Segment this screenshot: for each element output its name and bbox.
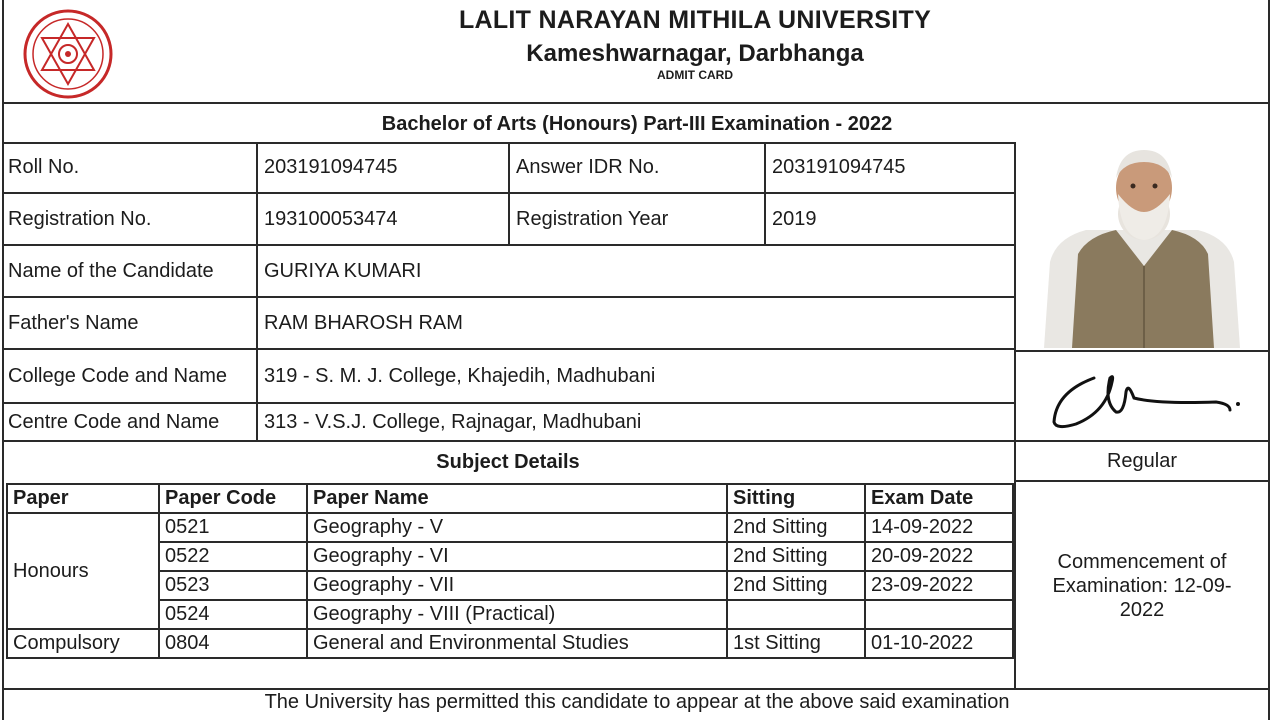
father-name-value: RAM BHAROSH RAM (258, 298, 1016, 350)
subject-table (6, 483, 1014, 659)
college-value: 319 - S. M. J. College, Khajedih, Madhubani (258, 350, 1016, 404)
university-place: Kameshwarnagar, Darbhanga (526, 40, 864, 67)
subject-details-heading: Subject Details (2, 442, 1016, 482)
table-cell-date: 14-09-2022 (866, 514, 1012, 543)
column-header-date: Exam Date (866, 485, 1012, 514)
paper-group-compulsory: Compulsory (8, 630, 160, 657)
admit-card-header (0, 0, 1268, 102)
registration-year-value: 2019 (766, 194, 1016, 246)
exam-category: Regular (1016, 442, 1268, 482)
column-header-code: Paper Code (160, 485, 308, 514)
registration-label: Registration No. (2, 194, 258, 246)
candidate-photo (1016, 142, 1268, 352)
table-cell-code: 0524 (160, 601, 308, 630)
table-cell-code: 0522 (160, 543, 308, 572)
column-header-paper: Paper (8, 485, 160, 514)
table-cell-sitting: 2nd Sitting (728, 572, 866, 601)
commencement-note: Commencement of Examination: 12-09-2022 (1052, 551, 1232, 621)
table-cell-sitting: 1st Sitting (728, 630, 866, 657)
column-header-name: Paper Name (308, 485, 728, 514)
roll-value: 203191094745 (258, 142, 510, 194)
answer-idr-value: 203191094745 (766, 142, 1016, 194)
father-name-label: Father's Name (2, 298, 258, 350)
footer-divider (2, 688, 1268, 690)
candidate-name-value: GURIYA KUMARI (258, 246, 1016, 298)
signature-icon (1016, 352, 1268, 440)
candidate-photo-icon (1016, 142, 1268, 350)
table-cell-name: Geography - V (308, 514, 728, 543)
table-cell-name: Geography - VII (308, 572, 728, 601)
table-cell-code: 0804 (160, 630, 308, 657)
table-cell-date: 01-10-2022 (871, 632, 974, 654)
university-name: LALIT NARAYAN MITHILA UNIVERSITY (458, 6, 932, 34)
paper-group-honours: Honours (8, 514, 160, 630)
table-cell-code: 0523 (160, 572, 308, 601)
table-cell-date: 20-09-2022 (866, 543, 1012, 572)
centre-label: Centre Code and Name (2, 404, 258, 442)
column-header-sitting: Sitting (728, 485, 866, 514)
registration-year-label: Registration Year (510, 194, 766, 246)
table-cell-sitting: 2nd Sitting (728, 543, 866, 572)
footer-note: The University has permitted this candidate to appear at the above said examination (264, 691, 1010, 713)
exam-title: Bachelor of Arts (Honours) Part-III Examination - 2022 (381, 113, 893, 135)
document-type: ADMIT CARD (657, 68, 733, 82)
answer-idr-label: Answer IDR No. (510, 142, 766, 194)
roll-label: Roll No. (2, 142, 258, 194)
table-cell-date: 23-09-2022 (866, 572, 1012, 601)
table-cell-sitting (728, 601, 866, 630)
exam-title-row (2, 102, 1268, 144)
registration-value: 193100053474 (258, 194, 510, 246)
college-label: College Code and Name (2, 350, 258, 404)
candidate-name-label: Name of the Candidate (2, 246, 258, 298)
table-cell-sitting: 2nd Sitting (728, 514, 866, 543)
candidate-signature (1016, 352, 1268, 442)
table-cell-date (866, 601, 1012, 630)
table-cell-code: 0521 (160, 514, 308, 543)
table-cell-name: Geography - VIII (Practical) (308, 601, 728, 630)
centre-value: 313 - V.S.J. College, Rajnagar, Madhubani (258, 404, 1016, 442)
table-cell-name: General and Environmental Studies (308, 630, 728, 657)
table-cell-name: Geography - VI (308, 543, 728, 572)
